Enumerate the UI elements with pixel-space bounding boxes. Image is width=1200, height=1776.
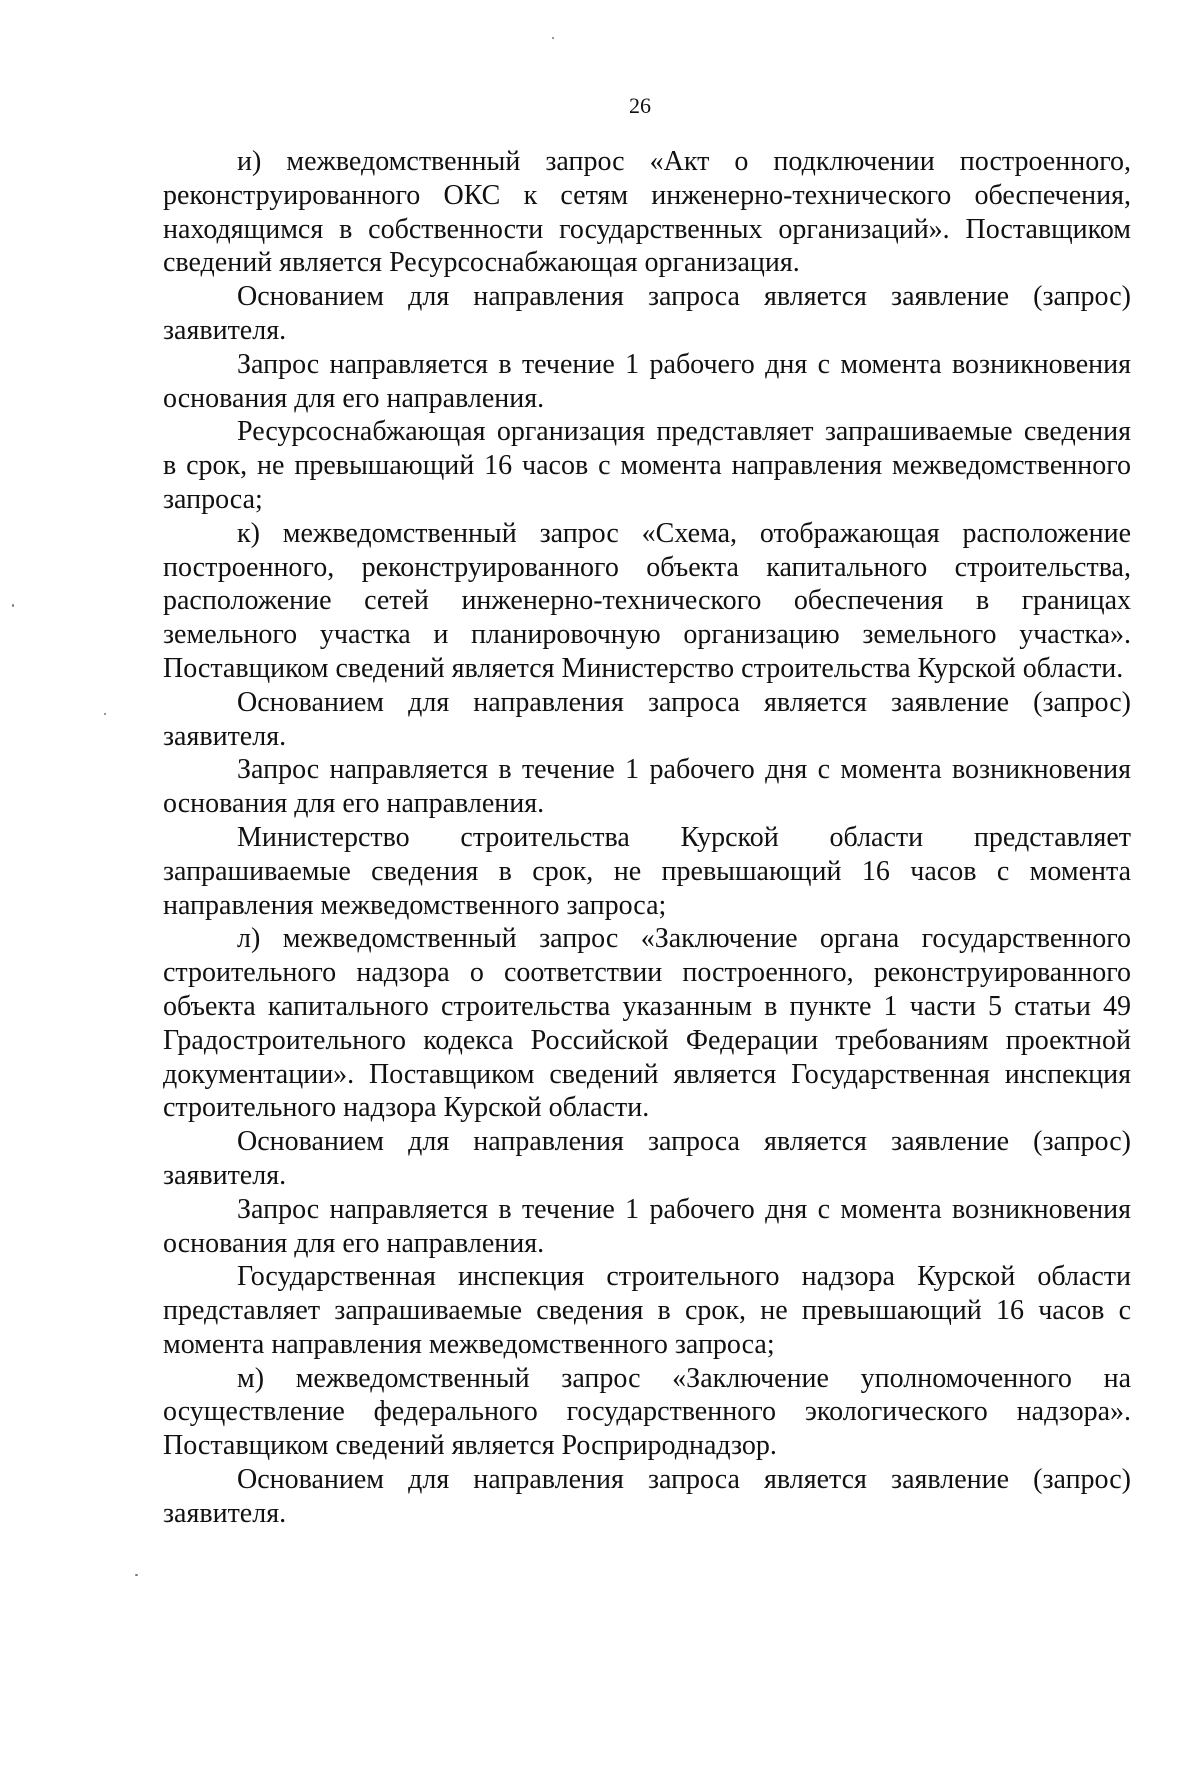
paragraph-basis: Основанием для направления запроса является заявление (запрос) заявителя.: [163, 686, 1131, 752]
paragraph-timing: Запрос направляется в течение 1 рабочего дня с момента возникновения основания для его направления.: [163, 1193, 1131, 1259]
paragraph-timing: Запрос направляется в течение 1 рабочего дня с момента возникновения основания для его направления.: [163, 348, 1131, 414]
scan-speck: [104, 713, 106, 715]
paragraph-item-m: м) межведомственный запрос «Заключение уполномоченного на осуществление федерального государственного экологического надзора». Поставщиком сведений является Росприроднадзор.: [163, 1362, 1131, 1462]
scan-speck: [12, 604, 14, 607]
paragraph-basis: Основанием для направления запроса является заявление (запрос) заявителя.: [163, 1126, 1131, 1191]
scan-speck: [135, 1574, 138, 1576]
paragraph-basis: Основанием для направления запроса является заявление (запрос) заявителя.: [163, 281, 1131, 346]
paragraph-item-k: к) межведомственный запрос «Схема, отображающая расположение построенного, реконструированного объекта капитального строительства, расположение сетей инженерно-технического обеспечения в границах земельного участка и планировочную организацию земельного участка». Поставщиком сведений является Министерство строительства Курской области.: [163, 517, 1131, 684]
scan-speck: [552, 37, 554, 39]
paragraph-timing: Запрос направляется в течение 1 рабочего дня с момента возникновения основания для его направления.: [163, 754, 1131, 820]
paragraph-response: Ресурсоснабжающая организация представляет запрашиваемые сведения в срок, не превышающий 16 часов с момента направления межведомственного запроса;: [163, 416, 1131, 515]
paragraph-item-i: и) межведомственный запрос «Акт о подключении построенного, реконструированного ОКС к сетям инженерно-технического обеспечения, находящимся в собственности государственных организаций». Поставщиком сведений является Ресурсоснабжающая организация.: [163, 146, 1131, 279]
page-number: 26: [629, 93, 651, 118]
paragraph-response: Государственная инспекция строительного надзора Курской области представляет запрашиваемые сведения в срок, не превышающий 16 часов с момента направления межведомственного запроса;: [163, 1261, 1131, 1360]
paragraph-item-l: л) межведомственный запрос «Заключение органа государственного строительного надзора о соответствии построенного, реконструированного объекта капитального строительства указанным в пункте 1 части 5 статьи 49 Градостроительного кодекса Российской Федерации требованиям проектной документации». Поставщиком сведений является Государственная инспекция строительного надзора Курской области.: [163, 923, 1131, 1124]
paragraph-response: Министерство строительства Курской области представляет запрашиваемые сведения в срок, не превышающий 16 часов с момента направления межведомственного запроса;: [163, 821, 1131, 921]
paragraph-basis: Основанием для направления запроса является заявление (запрос) заявителя.: [163, 1464, 1131, 1529]
document-body: [163, 145, 1131, 1531]
